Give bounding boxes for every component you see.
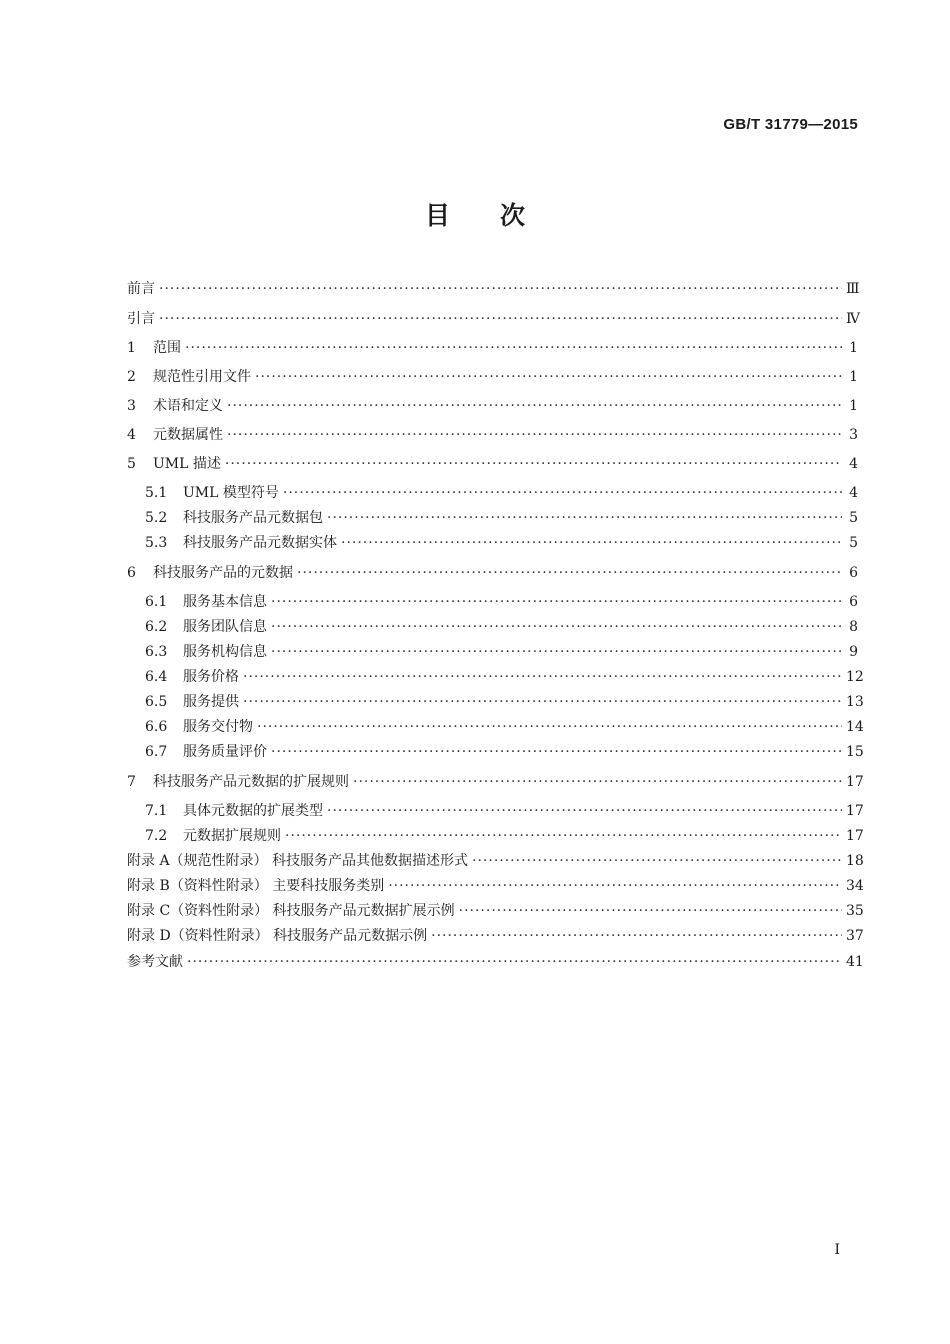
toc-entry-page: 6 [849,594,858,610]
toc-entry-label: 规范性引用文件 [153,369,251,385]
toc-entry-label: 科技服务产品元数据包 [183,510,323,526]
toc-leader [243,666,842,688]
toc-entry-number: 6 [127,565,136,581]
toc-entry-section-5-2[interactable] [145,507,858,529]
toc-entry-introduction[interactable] [127,308,858,330]
toc-leader [227,395,842,417]
toc-entry-label: 附录 C（资料性附录） 科技服务产品元数据扩展示例 [127,903,455,919]
toc-entry-number: 5.1 [145,485,168,501]
toc-entry-section-7-2[interactable] [145,825,864,847]
toc-entry-label: 服务基本信息 [183,594,267,610]
toc-entry-page: Ⅲ [846,281,860,297]
page-title: 目次 [424,201,575,230]
toc-entry-page: 17 [846,828,864,844]
toc-entry-label: 服务价格 [183,669,239,685]
toc-entry-number: 6.4 [145,669,168,685]
toc-entry-page: 17 [846,803,864,819]
toc-entry-section-2[interactable] [127,366,858,388]
toc-leader [388,875,842,897]
toc-entry-section-6-4[interactable] [145,666,864,688]
toc-entry-page: 5 [849,510,858,526]
toc-leader [327,507,842,529]
toc-leader [472,850,842,872]
toc-leader [257,716,842,738]
toc-entry-page: 14 [846,719,864,735]
toc-entry-section-6-3[interactable] [145,641,858,663]
toc-entry-section-3[interactable] [127,395,858,417]
toc-leader [271,641,842,663]
toc-leader [459,900,842,922]
toc-leader [285,825,842,847]
toc-entry-page: 17 [846,774,864,790]
toc-leader [297,562,842,584]
toc-entry-section-6-5[interactable] [145,691,864,713]
toc-entry-page: 1 [849,369,858,385]
toc-entry-label: 附录 D（资料性附录） 科技服务产品元数据示例 [127,928,428,944]
toc-entry-page: 41 [846,954,864,970]
toc-entry-number: 7 [127,774,136,790]
toc-entry-section-5[interactable] [127,453,858,475]
toc-entry-label: 附录 A（规范性附录） 科技服务产品其他数据描述形式 [127,853,469,869]
toc-leader [255,366,842,388]
toc-entry-page: 4 [849,456,858,472]
toc-leader [271,616,842,638]
toc-entry-number: 5.2 [145,510,168,526]
toc-entry-page: 37 [846,928,864,944]
toc-entry-page: 34 [846,878,864,894]
toc-entry-label: 参考文献 [127,954,183,970]
toc-entry-page: 9 [849,644,858,660]
toc-entry-page: 4 [849,485,858,501]
toc-entry-number: 5 [127,456,136,472]
toc-entry-number: 6.3 [145,644,168,660]
toc-entry-label: 范围 [153,340,181,356]
toc-entry-page: 1 [849,398,858,414]
toc-entry-label: 服务机构信息 [183,644,267,660]
toc-entry-section-6[interactable] [127,562,858,584]
toc-leader [185,337,842,359]
toc-entry-page: 6 [849,565,858,581]
toc-entry-label: 服务团队信息 [183,619,267,635]
toc-entry-number: 6.6 [145,719,168,735]
toc-entry-label: 科技服务产品元数据实体 [183,535,337,551]
toc-entry-label: UML 描述 [153,456,221,472]
toc-entry-label: 元数据扩展规则 [183,828,281,844]
toc-entry-page: 12 [846,669,864,685]
toc-entry-section-1[interactable] [127,337,858,359]
toc-entry-page: 18 [846,853,864,869]
toc-entry-page: 13 [846,694,864,710]
toc-leader [283,482,842,504]
toc-leader [159,308,842,330]
toc-entry-section-6-1[interactable] [145,591,858,613]
toc-entry-section-7-1[interactable] [145,800,864,822]
toc-entry-page: Ⅳ [846,311,860,327]
toc-entry-section-5-1[interactable] [145,482,858,504]
toc-entry-label: 术语和定义 [153,398,223,414]
toc-entry-foreword[interactable] [127,278,858,300]
toc-entry-section-7[interactable] [127,771,864,793]
toc-entry-page: 1 [849,340,858,356]
toc-entry-label: 服务质量评价 [183,744,267,760]
toc-entry-number: 6.2 [145,619,168,635]
toc-entry-label: 元数据属性 [153,427,223,443]
toc-entry-label: 服务交付物 [183,719,253,735]
toc-entry-label: 附录 B（资料性附录） 主要科技服务类别 [127,878,385,894]
toc-entry-section-5-3[interactable] [145,532,858,554]
toc-entry-label: 科技服务产品元数据的扩展规则 [153,774,349,790]
toc-leader [271,741,842,763]
toc-entry-page: 5 [849,535,858,551]
toc-entry-appendix-a[interactable] [127,850,864,872]
toc-entry-label: 服务提供 [183,694,239,710]
toc-leader [159,278,842,300]
page-number: Ⅰ [834,1242,840,1258]
toc-leader [187,951,842,973]
toc-entry-page: 8 [849,619,858,635]
toc-entry-number: 7.1 [145,803,168,819]
toc-leader [341,532,842,554]
toc-entry-page: 35 [846,903,864,919]
toc-entry-page: 15 [846,744,864,760]
toc-entry-label: 具体元数据的扩展类型 [183,803,323,819]
toc-leader [327,800,842,822]
standard-code: GB/T 31779—2015 [723,116,858,133]
toc-entry-number: 6.7 [145,744,168,760]
toc-entry-section-6-2[interactable] [145,616,858,638]
toc-leader [271,591,842,613]
toc-entry-references[interactable] [127,951,864,973]
toc-entry-number: 4 [127,427,136,443]
toc-entry-number: 6.5 [145,694,168,710]
toc-entry-number: 6.1 [145,594,168,610]
toc-entry-appendix-d[interactable] [127,925,864,947]
toc-leader [225,453,842,475]
toc-entry-number: 5.3 [145,535,168,551]
toc-leader [227,424,842,446]
toc-entry-appendix-c[interactable] [127,900,864,922]
toc-entry-number: 2 [127,369,136,385]
toc-leader [431,925,842,947]
toc-entry-label: 引言 [127,311,155,327]
toc-entry-section-6-7[interactable] [145,741,864,763]
toc-entry-appendix-b[interactable] [127,875,864,897]
toc-entry-number: 7.2 [145,828,168,844]
toc-entry-label: 科技服务产品的元数据 [153,565,293,581]
toc-entry-page: 3 [849,427,858,443]
toc-entry-number: 1 [127,340,136,356]
toc-entry-label: 前言 [127,281,155,297]
toc-entry-section-6-6[interactable] [145,716,864,738]
toc-entry-section-4[interactable] [127,424,858,446]
toc-entry-number: 3 [127,398,136,414]
toc-entry-label: UML 模型符号 [183,485,279,501]
toc-leader [353,771,842,793]
toc-leader [243,691,842,713]
